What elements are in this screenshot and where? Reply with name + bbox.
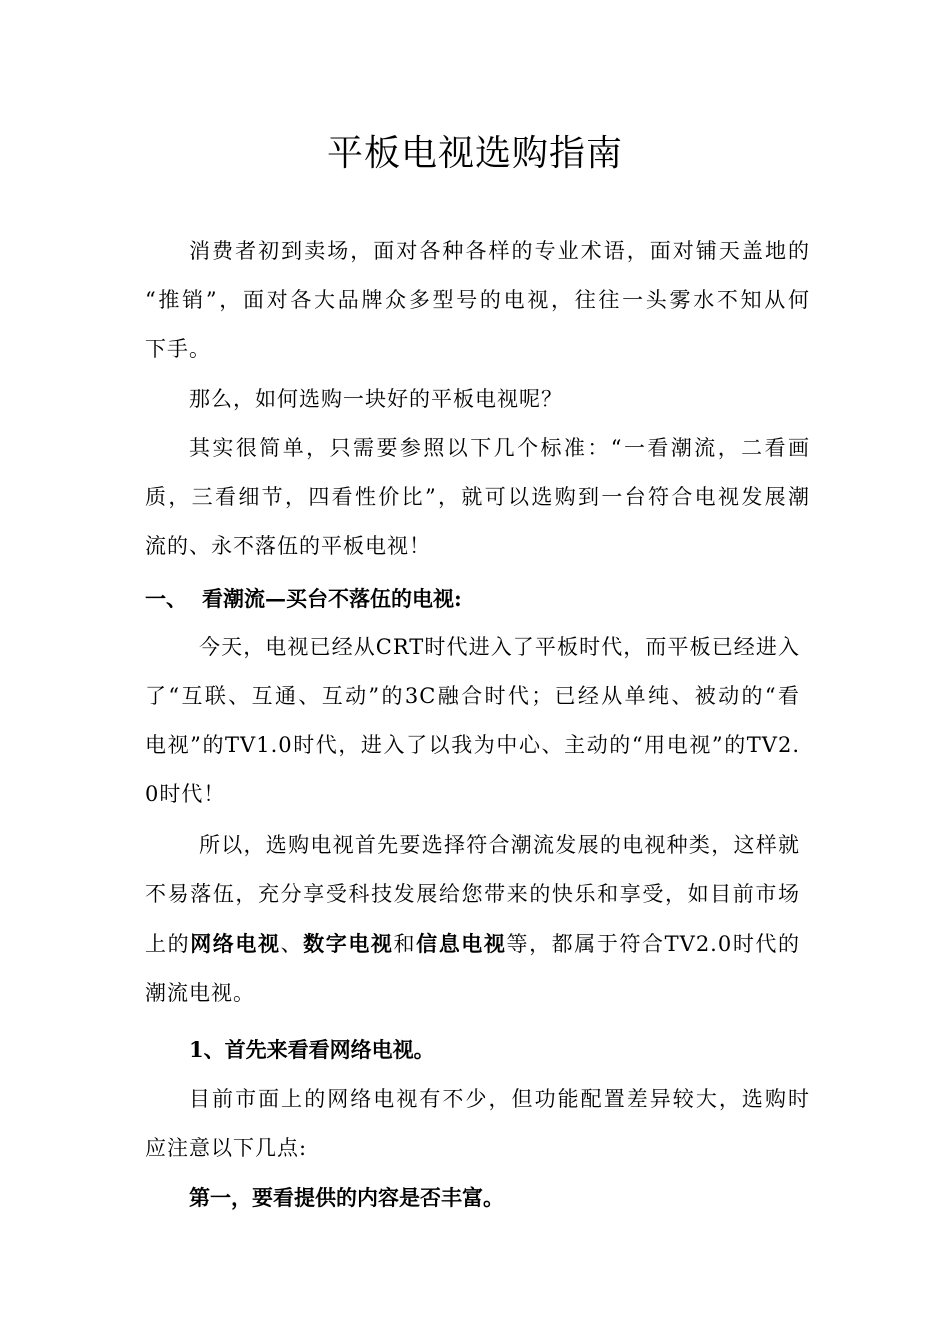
intro-paragraph — [145, 227, 810, 374]
bold-term-info-tv: 信息电视 — [416, 931, 507, 956]
text-line: 不易落伍，充分享受科技发展给您带来的快乐和享受，如目前市场 — [145, 882, 800, 906]
text-run: 上的 — [145, 932, 191, 956]
text-line: 0时代！ — [145, 782, 226, 806]
section-number: 一、 — [145, 586, 187, 611]
text-line: 质，三看细节，四看性价比”，就可以选购到一台符合电视发展潮 — [145, 485, 810, 509]
text-line: 目前市面上的网络电视有不少，但功能配置差异较大，选购时 — [189, 1087, 810, 1111]
subheading-content: 第一，要看提供的内容是否丰富。 — [189, 1185, 504, 1210]
text-line: 其实很简单，只需要参照以下几个标准：“一看潮流，二看画 — [189, 436, 810, 460]
document-title: 平板电视选购指南 — [326, 133, 623, 174]
text-line: 所以，选购电视首先要选择符合潮流发展的电视种类，这样就 — [199, 833, 800, 857]
text-line: 潮流电视。 — [145, 981, 255, 1005]
text-line: 电视”的TV1.0时代，进入了以我为中心、主动的“用电视”的TV2. — [145, 733, 800, 757]
standards-paragraph — [145, 424, 810, 571]
selection-paragraph — [145, 821, 800, 1018]
bold-term-network-tv: 网络电视 — [190, 931, 281, 956]
text-line: 了“互联、互通、互动”的3C融合时代；已经从单纯、被动的“看 — [145, 684, 800, 708]
section-title: 看潮流—买台不落伍的电视: — [202, 586, 462, 611]
text-line: 应注意以下几点: — [145, 1136, 308, 1160]
network-tv-paragraph — [145, 1075, 810, 1173]
text-line: “推销”，面对各大品牌众多型号的电视，往往一头雾水不知从何 — [145, 288, 810, 312]
text-line — [145, 919, 800, 969]
text-line: 流的、永不落伍的平板电视！ — [145, 534, 431, 558]
text-line: 那么，如何选购一块好的平板电视呢？ — [189, 387, 563, 411]
trend-paragraph — [145, 623, 800, 819]
text-run: 等，都属于符合TV2.0时代的 — [506, 932, 801, 956]
bold-term-digital-tv: 数字电视 — [303, 931, 394, 956]
text-line: 下手。 — [145, 337, 211, 361]
text-line: 消费者初到卖场，面对各种各样的专业术语，面对铺天盖地的 — [189, 239, 810, 263]
text-line: 今天，电视已经从CRT时代进入了平板时代，而平板已经进入 — [199, 635, 800, 659]
subheading-network-tv: 1、首先来看看网络电视。 — [189, 1037, 435, 1062]
question-paragraph — [145, 375, 810, 424]
text-run: 和 — [393, 932, 417, 956]
section-heading-1 — [145, 574, 462, 623]
text-run: 、 — [280, 932, 304, 956]
